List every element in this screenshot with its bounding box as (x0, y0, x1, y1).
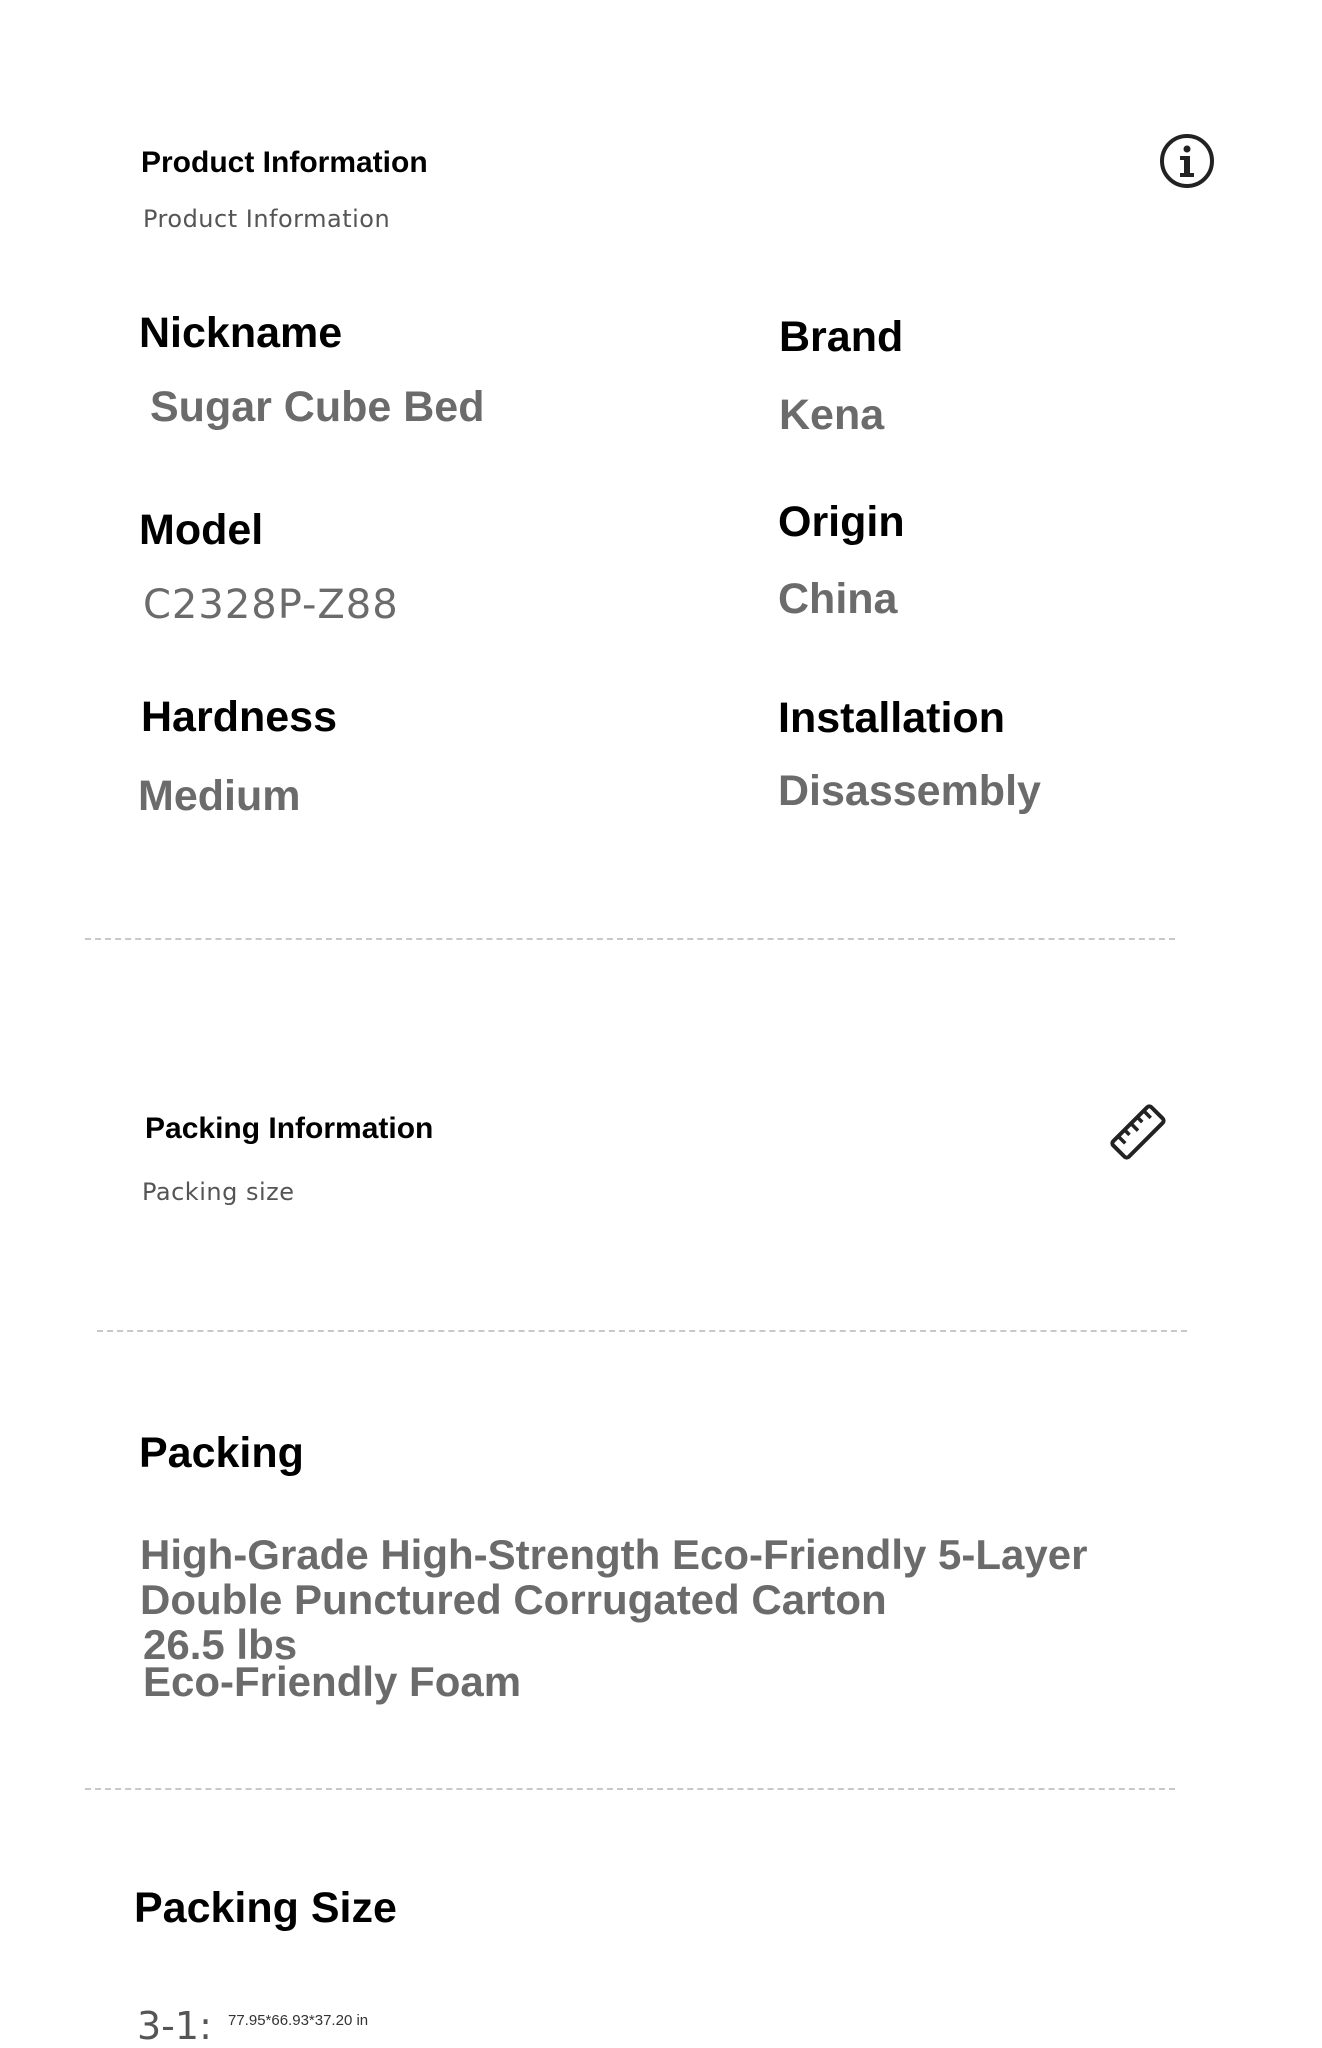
packing-info-title: Packing Information (145, 1112, 434, 1145)
packing-line-4: Eco-Friendly Foam (143, 1658, 522, 1705)
brand-value: Kena (779, 391, 885, 439)
hardness-label: Hardness (141, 693, 337, 741)
hardness-value: Medium (138, 772, 301, 820)
packing-size-prefix: 3-1: (137, 2004, 212, 2048)
packing-label: Packing (139, 1429, 304, 1477)
ruler-icon (1107, 1101, 1169, 1163)
divider-3 (85, 1788, 1175, 1790)
packing-line-2: Double Punctured Corrugated Carton (140, 1576, 887, 1623)
installation-label: Installation (778, 694, 1005, 742)
packing-info-subtitle: Packing size (142, 1178, 295, 1206)
product-info-subtitle: Product Information (143, 205, 391, 233)
nickname-label: Nickname (139, 309, 343, 357)
divider-2 (97, 1330, 1187, 1332)
model-label: Model (139, 506, 264, 554)
packing-line-3: 26.5 lbs (143, 1621, 298, 1668)
nickname-value: Sugar Cube Bed (150, 383, 485, 431)
product-info-title: Product Information (141, 146, 428, 179)
packing-line-1: High-Grade High-Strength Eco-Friendly 5-Layer (140, 1531, 1088, 1578)
origin-value: China (778, 575, 898, 623)
divider-1 (85, 938, 1175, 940)
packing-size-value: 77.95*66.93*37.20 in (228, 2012, 369, 2029)
brand-label: Brand (779, 313, 904, 361)
info-icon (1159, 133, 1215, 189)
installation-value: Disassembly (778, 767, 1041, 815)
packing-size-label: Packing Size (134, 1884, 397, 1932)
origin-label: Origin (778, 498, 905, 546)
model-value: C2328P-Z88 (143, 582, 399, 628)
